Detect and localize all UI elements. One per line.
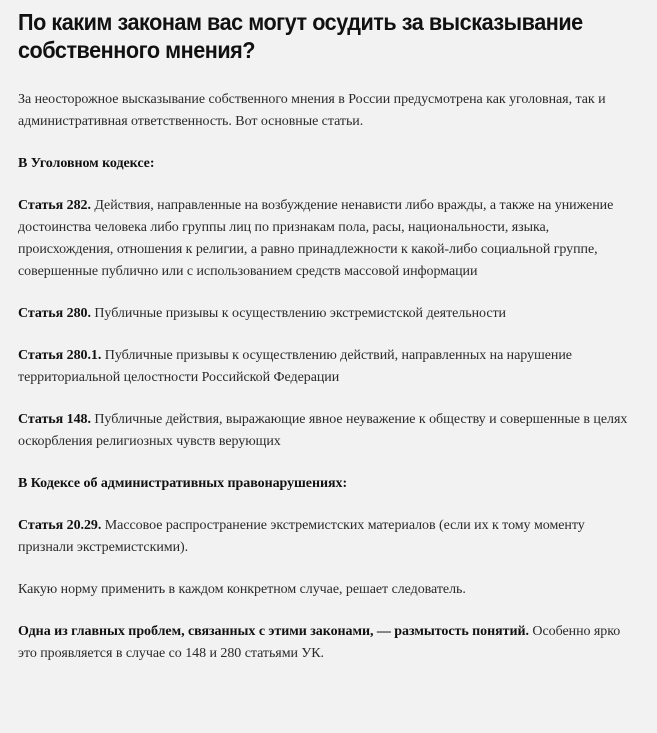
investigator-note: Какую норму применить в каждом конкретном случае, решает следователь. (18, 582, 466, 597)
criminal-code-heading-text: В Уголовном кодексе: (18, 156, 155, 171)
article-148 (18, 409, 639, 453)
article-282-label: Статья 282. (18, 198, 91, 213)
article-20-29-text: Массовое распространение экстремистских материалов (если их к тому моменту признали экстремистскими). (18, 518, 585, 555)
article-282-text: Действия, направленные на возбуждение ненависти либо вражды, а также на унижение достоинства человека либо группы лиц по признакам пола, расы, национальности, языка, происхождения, отношения к религии, а равно принадлежности к какой-либо социальной группе, совершенные публично или с использованием средств массовой информации (18, 198, 614, 279)
article-280-label: Статья 280. (18, 306, 91, 321)
intro-paragraph: За неосторожное высказывание собственного мнения в России предусмотрена как уголовная, так и административная ответственность. Вот основные статьи. (18, 92, 606, 129)
article-282 (18, 195, 639, 283)
article-280-text: Публичные призывы к осуществлению экстремистской деятельности (90, 306, 506, 321)
article-148-label: Статья 148. (18, 412, 91, 427)
criminal-code-heading (18, 153, 639, 175)
article-280-1-label: Статья 280.1. (18, 348, 102, 363)
admin-code-heading-text: В Кодексе об административных правонарушениях: (18, 476, 348, 491)
article-20-29 (18, 515, 639, 559)
conclusion-bold: Одна из главных проблем, связанных с этими законами, — размытость понятий. (18, 624, 529, 639)
article-280 (18, 303, 639, 325)
article-title: По каким законам вас могут осудить за высказывание собственного мнения? (18, 9, 583, 63)
conclusion-text: Особенно ярко это проявляется в случае со 148 и 280 статьями УК. (18, 624, 621, 661)
article-280-1 (18, 345, 639, 389)
conclusion-paragraph (18, 621, 639, 665)
article-280-1-text: Публичные призывы к осуществлению действий, направленных на нарушение территориальной целостности Российской Федерации (18, 348, 572, 385)
admin-code-heading (18, 473, 639, 495)
article-148-text: Публичные действия, выражающие явное неуважение к обществу и совершенные в целях оскорбления религиозных чувств верующих (18, 412, 628, 449)
article-20-29-label: Статья 20.29. (18, 518, 102, 533)
